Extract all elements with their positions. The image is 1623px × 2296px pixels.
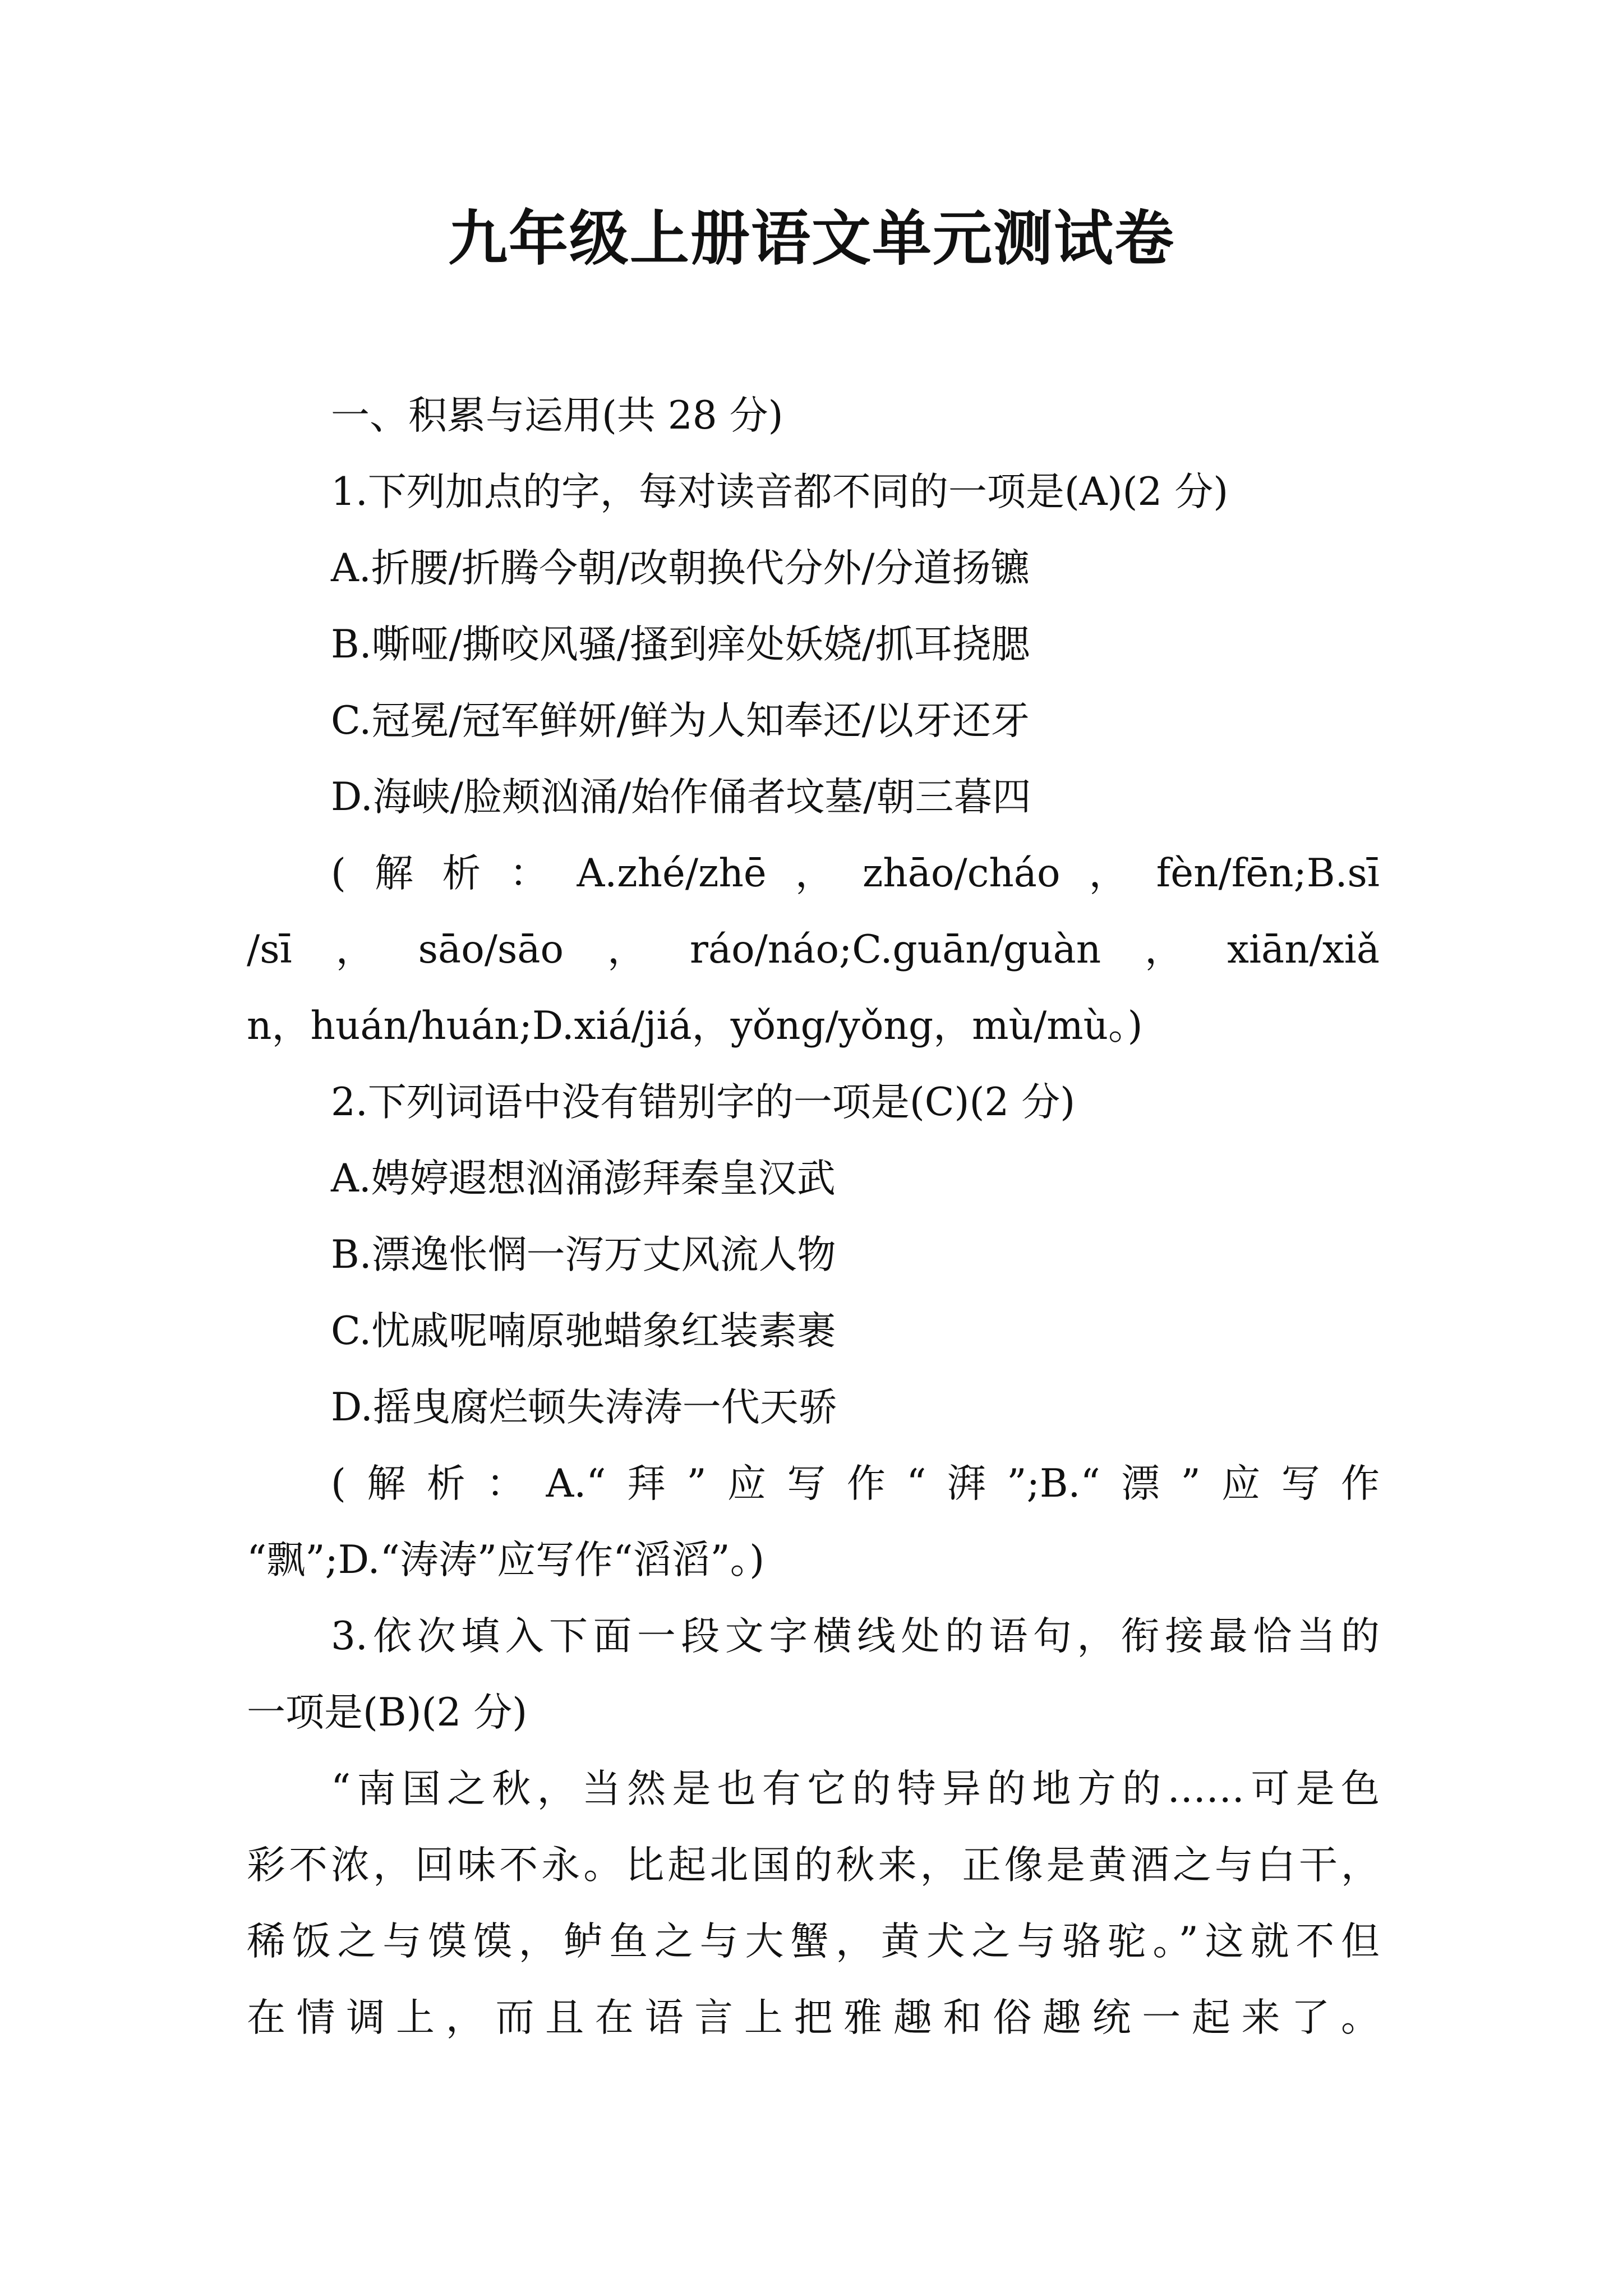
question-3-passage-line: 彩不浓，回味不永。比起北国的秋来，正像是黄酒之与白干，: [247, 1843, 1380, 1888]
question-3-passage-line: “南国之秋，当然是也有它的特异的地方的……可是色: [331, 1766, 1380, 1811]
question-1-analysis-line: /sī，sāo/sāo，ráo/náo;C.guān/guàn，xiān/xiǎ: [247, 927, 1380, 972]
question-3-stem-line: 一项是(B)(2 分): [247, 1690, 528, 1735]
question-1-option-a: A.折腰/折腾今朝/改朝换代分外/分道扬镳: [331, 546, 1030, 591]
question-2-option-b: B.漂逸怅惘一泻万丈风流人物: [331, 1232, 836, 1277]
section-heading: 一、积累与运用(共 28 分): [331, 393, 783, 438]
question-1-analysis-line: (解析：A.zhé/zhē，zhāo/cháo，fèn/fēn;B.sī: [331, 851, 1380, 896]
question-2-option-c: C.忧戚呢喃原驰蜡象红装素裹: [331, 1309, 836, 1354]
question-1-option-b: B.嘶哑/撕咬风骚/搔到痒处妖娆/抓耳挠腮: [331, 622, 1030, 667]
document-title: 九年级上册语文单元测试卷: [448, 203, 1175, 273]
question-1-stem: 1.下列加点的字，每对读音都不同的一项是(A)(2 分): [331, 470, 1229, 514]
question-2-option-d: D.摇曳腐烂顿失涛涛一代天骄: [331, 1385, 837, 1430]
question-3-stem-line: 3.依次填入下面一段文字横线处的语句，衔接最恰当的: [331, 1614, 1380, 1659]
question-2-analysis-line: “飘”;D.“涛涛”应写作“滔滔”。): [247, 1538, 765, 1582]
question-1-option-d: D.海峡/脸颊汹涌/始作俑者坟墓/朝三暮四: [331, 775, 1031, 820]
question-3-passage-line: 在情调上，而且在语言上把雅趣和俗趣统一起来了。: [247, 1995, 1380, 2040]
question-1-option-c: C.冠冕/冠军鲜妍/鲜为人知奉还/以牙还牙: [331, 698, 1030, 743]
question-2-stem: 2.下列词语中没有错别字的一项是(C)(2 分): [331, 1080, 1076, 1125]
question-2-option-a: A.娉婷遐想汹涌澎拜秦皇汉武: [331, 1156, 836, 1201]
question-3-passage-line: 稀饭之与馍馍，鲈鱼之与大蟹，黄犬之与骆驼。”这就不但: [247, 1919, 1380, 1964]
question-2-analysis-line: (解析：A.“拜”应写作“湃”;B.“漂”应写作: [331, 1461, 1380, 1506]
question-1-analysis-line: n，huán/huán;D.xiá/jiá，yǒng/yǒng，mù/mù。): [247, 1004, 1143, 1048]
